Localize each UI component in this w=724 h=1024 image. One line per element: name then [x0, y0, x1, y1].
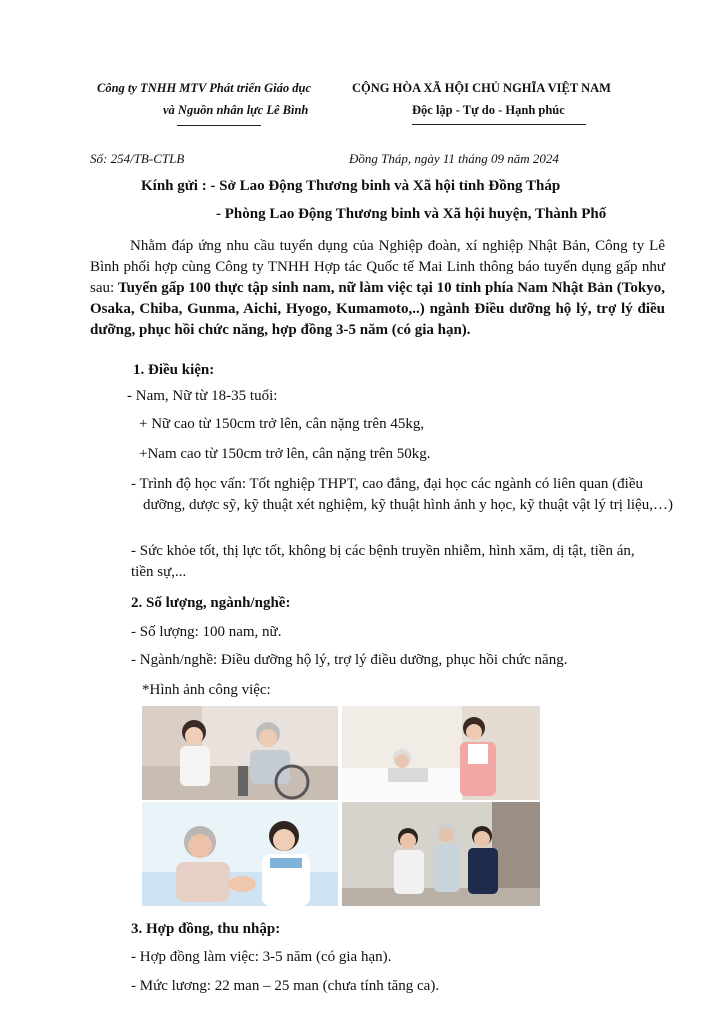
caregivers-walking-elderly-photo [342, 802, 540, 906]
health-requirement: - Sức khỏe tốt, thị lực tốt, không bị các bệnh truyền nhiễm, hình xăm, dị tật, tiền án, tiền sự,... [131, 543, 635, 580]
quantity-item: - Số lượng: 100 nam, nữ. [131, 624, 282, 640]
republic-title: CỘNG HÒA XÃ HỘI CHỦ NGHĨA VIỆT NAM [352, 81, 611, 95]
caregiver-wheelchair-photo [142, 706, 338, 800]
nurse-patient-smiling-photo [142, 802, 338, 906]
section-3-title: 3. Hợp đồng, thu nhập: [131, 921, 281, 937]
contract-item: - Hợp đồng làm việc: 3-5 năm (có gia hạn). [131, 949, 392, 965]
place-date: Đồng Tháp, ngày 11 tháng 09 năm 2024 [349, 151, 559, 166]
male-requirement: +Nam cao từ 150cm trở lên, cân nặng trên 50kg. [139, 446, 431, 462]
company-underline [177, 125, 261, 126]
female-requirement: + Nữ cao từ 150cm trở lên, cân nặng trên 45kg, [139, 416, 425, 432]
images-caption: *Hình ảnh công việc: [142, 682, 271, 698]
section-2-title: 2. Số lượng, ngành/nghề: [131, 595, 291, 611]
republic-motto: Độc lập - Tự do - Hạnh phúc [412, 103, 565, 117]
intro-highlight: Tuyển gấp 100 thực tập sinh nam, nữ làm việc tại 10 tỉnh phía Nam Nhật Bản (Tokyo, Osaka, Chiba, Gunma, Aichi, Hyogo, Kumamoto,..) ngành Điều dưỡng hộ lý, trợ lý điều dưỡng, phục hồi chức năng, hợp đồng 3-5 năm (có gia hạn). [90, 280, 665, 338]
education-requirement: - Trình độ học vấn: Tốt nghiệp THPT, cao đẳng, đại học các ngành có liên quan (điều dưỡng, dược sỹ, kỹ thuật xét nghiệm, kỹ thuật hình ảnh y học, kỹ thuật vật lý trị liệu,…) [131, 476, 673, 513]
occupation-item: - Ngành/nghề: Điều dưỡng hộ lý, trợ lý điều dưỡng, phục hồi chức năng. [131, 652, 568, 668]
motto-underline [412, 124, 586, 125]
recipient-line-2: - Phòng Lao Động Thương binh và Xã hội huyện, Thành Phố [216, 206, 607, 222]
company-name-line2: và Nguồn nhân lực Lê Bình [163, 103, 309, 117]
intro-text: Nhằm đáp ứng nhu cầu tuyển dụng của Nghiệp đoàn, xí nghiệp Nhật Bản, Công ty Lê Bình phối hợp cùng Công ty TNHH Hợp tác Quốc tế Mai Linh thông báo tuyển dụng gấp như sau: [90, 238, 665, 296]
age-requirement: - Nam, Nữ từ 18-35 tuổi: [127, 388, 278, 404]
intro-paragraph [90, 236, 665, 341]
salary-item: - Mức lương: 22 man – 25 man (chưa tính tăng ca). [131, 978, 440, 994]
section-1-title: 1. Điều kiện: [133, 362, 215, 378]
document-number: Số: 254/TB-CTLB [90, 151, 185, 166]
nurse-bedside-photo [342, 706, 540, 800]
recipient-line-1: Kính gửi : - Sở Lao Động Thương binh và Xã hội tỉnh Đồng Tháp [141, 178, 561, 194]
company-name-line1: Công ty TNHH MTV Phát triển Giáo dục [97, 81, 312, 95]
